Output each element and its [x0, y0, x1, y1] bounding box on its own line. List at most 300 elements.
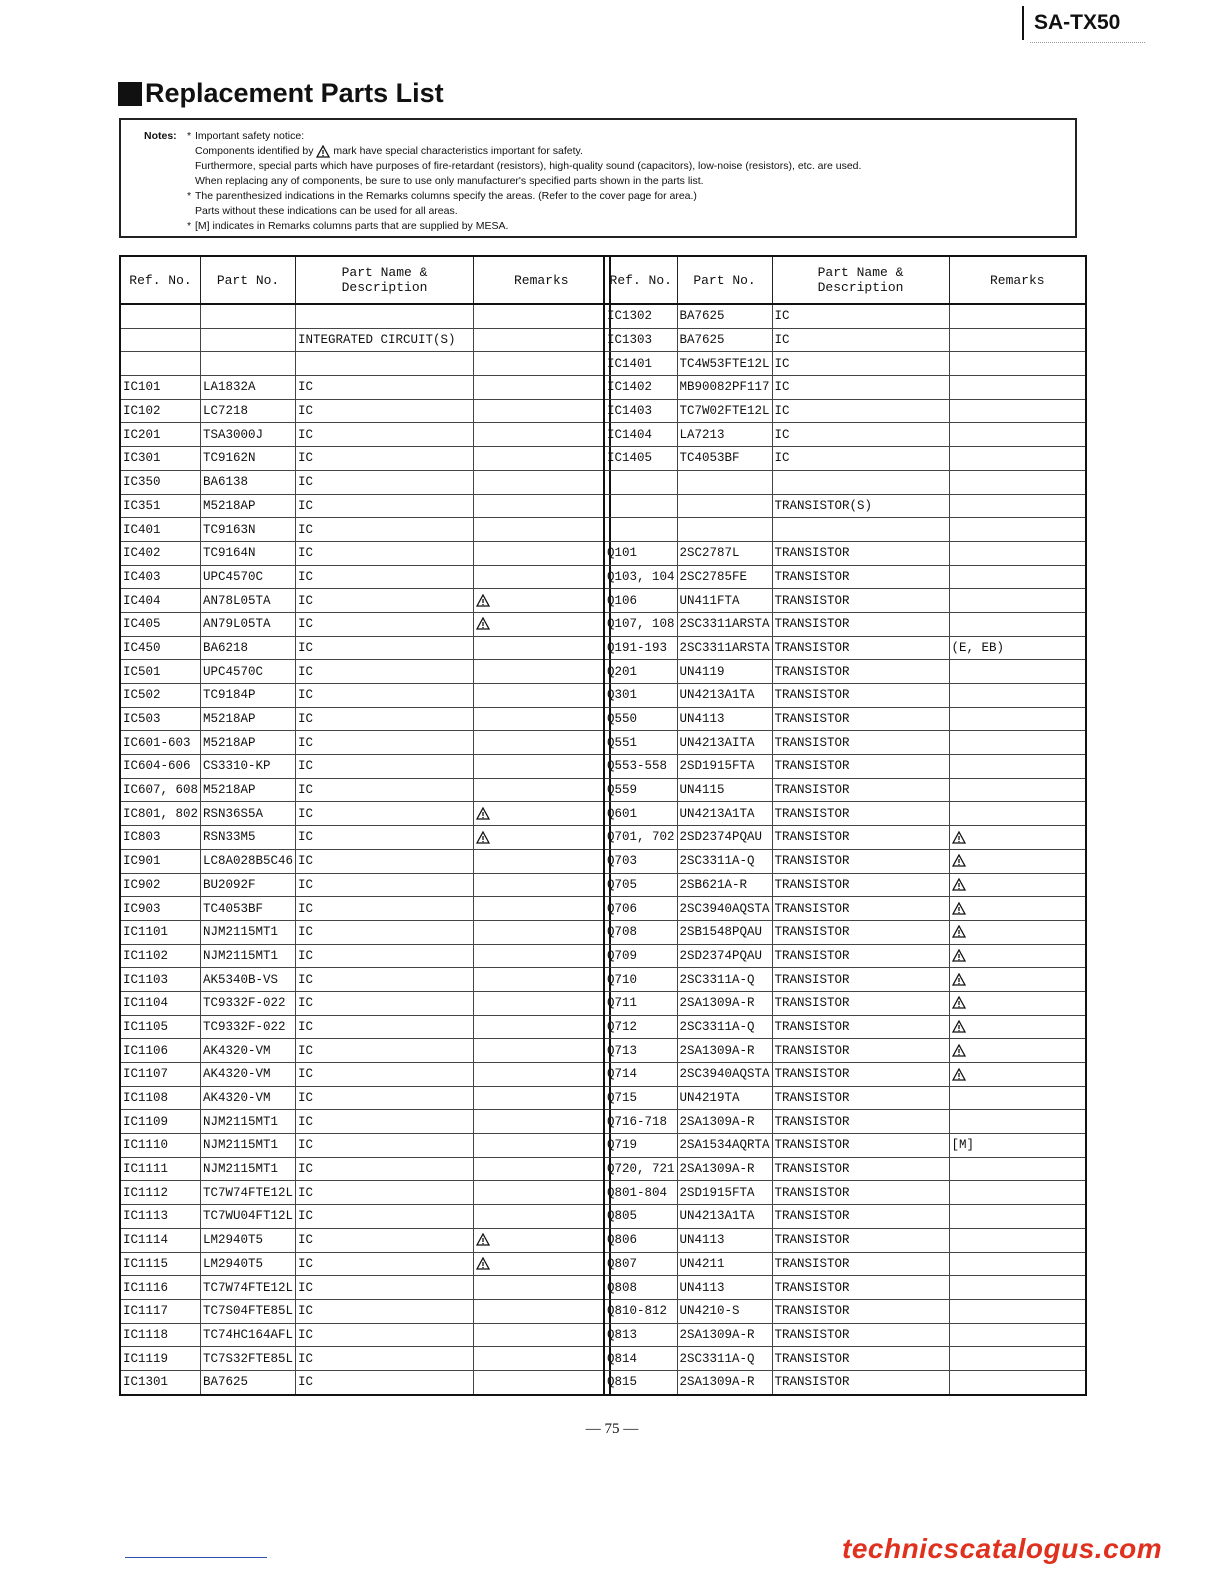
warning-triangle-icon	[476, 807, 490, 820]
table-row	[604, 1347, 1086, 1371]
table-row	[120, 1039, 610, 1063]
warning-triangle-icon	[314, 145, 334, 157]
cell-ref-no: IC801, 802	[120, 802, 201, 826]
col-header-description: Part Name & Description	[772, 256, 949, 304]
cell-ref-no: IC1101	[120, 920, 201, 944]
table-row	[604, 470, 1086, 494]
cell-description: TRANSISTOR	[772, 589, 949, 613]
cell-remarks	[474, 328, 610, 352]
cell-part-no: TC7WU04FT12L	[201, 1205, 296, 1229]
table-row	[604, 755, 1086, 779]
page-number: — 75 —	[585, 1421, 639, 1437]
cell-ref-no: IC1402	[604, 376, 677, 400]
table-row	[120, 684, 610, 708]
cell-description: TRANSISTOR	[772, 1110, 949, 1134]
cell-remarks	[474, 755, 610, 779]
table-row	[604, 944, 1086, 968]
cell-ref-no: IC607, 608	[120, 778, 201, 802]
cell-description: IC	[296, 731, 474, 755]
cell-ref-no: IC1103	[120, 968, 201, 992]
cell-remarks	[474, 304, 610, 328]
cell-description: TRANSISTOR	[772, 565, 949, 589]
cell-part-no: 2SB1548PQAU	[677, 920, 772, 944]
cell-part-no: UN4113	[677, 1228, 772, 1252]
cell-part-no: 2SC3311A-Q	[677, 1347, 772, 1371]
cell-part-no: TSA3000J	[201, 423, 296, 447]
cell-part-no: 2SD1915FTA	[677, 755, 772, 779]
cell-description: IC	[296, 1276, 474, 1300]
cell-part-no: NJM2115MT1	[201, 1157, 296, 1181]
cell-ref-no: Q551	[604, 731, 677, 755]
cell-remarks	[949, 494, 1086, 518]
cell-description: TRANSISTOR(S)	[772, 494, 949, 518]
cell-description: IC	[296, 1063, 474, 1087]
cell-ref-no	[120, 304, 201, 328]
table-row	[120, 1228, 610, 1252]
cell-part-no: BA6218	[201, 636, 296, 660]
table-row	[120, 991, 610, 1015]
cell-part-no: TC9184P	[201, 684, 296, 708]
cell-ref-no: Q553-558	[604, 755, 677, 779]
cell-part-no: TC9162N	[201, 447, 296, 471]
cell-part-no: 2SA1309A-R	[677, 1323, 772, 1347]
cell-part-no: TC9332F-022	[201, 991, 296, 1015]
cell-part-no: 2SC3311ARSTA	[677, 636, 772, 660]
cell-ref-no: IC1112	[120, 1181, 201, 1205]
col-header-ref-no: Ref. No.	[604, 256, 677, 304]
cell-ref-no: Q713	[604, 1039, 677, 1063]
cell-description: TRANSISTOR	[772, 826, 949, 850]
cell-part-no: CS3310-KP	[201, 755, 296, 779]
note-text-part: Parts without these indications can be used for all areas.	[195, 205, 458, 217]
notes-box	[119, 118, 1077, 238]
cell-description: IC	[772, 328, 949, 352]
cell-remarks	[474, 920, 610, 944]
cell-remarks	[949, 1015, 1086, 1039]
cell-ref-no	[604, 470, 677, 494]
cell-remarks	[474, 826, 610, 850]
cell-remarks	[949, 897, 1086, 921]
table-row	[604, 1370, 1086, 1394]
cell-ref-no: Q719	[604, 1134, 677, 1158]
cell-description: IC	[296, 755, 474, 779]
cell-part-no	[677, 470, 772, 494]
note-text	[195, 189, 1063, 204]
table-row	[120, 1015, 610, 1039]
cell-part-no: TC4053BF	[677, 447, 772, 471]
table-row	[604, 565, 1086, 589]
cell-remarks	[949, 1323, 1086, 1347]
cell-part-no: UN4113	[677, 1276, 772, 1300]
cell-part-no: LM2940T5	[201, 1228, 296, 1252]
cell-remarks	[949, 660, 1086, 684]
cell-remarks	[949, 755, 1086, 779]
cell-description: IC	[772, 423, 949, 447]
table-row	[120, 447, 610, 471]
table-row	[604, 1015, 1086, 1039]
cell-remarks	[949, 1086, 1086, 1110]
notes-body	[183, 129, 1063, 234]
cell-description: TRANSISTOR	[772, 897, 949, 921]
cell-part-no: 2SA1309A-R	[677, 1039, 772, 1063]
cell-description: IC	[296, 589, 474, 613]
cell-description: TRANSISTOR	[772, 944, 949, 968]
cell-remarks	[474, 707, 610, 731]
table-row	[120, 897, 610, 921]
cell-description: INTEGRATED CIRCUIT(S)	[296, 328, 474, 352]
cell-part-no: UN4210-S	[677, 1299, 772, 1323]
note-bullet	[183, 144, 195, 159]
warning-triangle-icon	[476, 617, 490, 630]
warning-triangle-icon	[316, 145, 330, 158]
cell-remarks	[949, 447, 1086, 471]
table-row	[120, 802, 610, 826]
table-row	[604, 376, 1086, 400]
cell-ref-no: Q191-193	[604, 636, 677, 660]
col-header-description: Part Name & Description	[296, 256, 474, 304]
table-row	[120, 1063, 610, 1087]
cell-ref-no: Q715	[604, 1086, 677, 1110]
cell-description: IC	[296, 897, 474, 921]
cell-remarks	[949, 1110, 1086, 1134]
model-number: SA-TX50	[1022, 6, 1120, 40]
table-row	[604, 1134, 1086, 1158]
cell-description: TRANSISTOR	[772, 1039, 949, 1063]
cell-ref-no: IC901	[120, 849, 201, 873]
note-text-part: The parenthesized indications in the Remarks columns specify the areas. (Refer to the cover page for area.)	[195, 190, 697, 202]
cell-part-no: 2SD2374PQAU	[677, 826, 772, 850]
table-row	[604, 1276, 1086, 1300]
cell-ref-no: IC405	[120, 612, 201, 636]
cell-description: IC	[296, 1228, 474, 1252]
cell-ref-no: Q807	[604, 1252, 677, 1276]
cell-remarks	[474, 447, 610, 471]
cell-ref-no: IC601-603	[120, 731, 201, 755]
table-row	[604, 897, 1086, 921]
cell-part-no: UN411FTA	[677, 589, 772, 613]
cell-part-no: NJM2115MT1	[201, 1134, 296, 1158]
cell-ref-no: Q601	[604, 802, 677, 826]
cell-part-no: 2SC2785FE	[677, 565, 772, 589]
note-text	[195, 129, 1063, 144]
cell-remarks	[474, 778, 610, 802]
cell-ref-no: Q301	[604, 684, 677, 708]
cell-description	[772, 518, 949, 542]
cell-part-no	[201, 304, 296, 328]
cell-remarks	[474, 731, 610, 755]
table-row	[604, 304, 1086, 328]
table-row	[604, 352, 1086, 376]
cell-part-no: UN4213A1TA	[677, 684, 772, 708]
note-text-part: Important safety notice:	[195, 130, 305, 142]
cell-remarks	[949, 1347, 1086, 1371]
cell-part-no: TC9164N	[201, 541, 296, 565]
cell-description	[296, 304, 474, 328]
cell-part-no: NJM2115MT1	[201, 920, 296, 944]
cell-description: IC	[296, 1252, 474, 1276]
cell-description	[296, 352, 474, 376]
cell-ref-no: IC1405	[604, 447, 677, 471]
table-row	[604, 731, 1086, 755]
cell-remarks	[949, 826, 1086, 850]
cell-remarks	[474, 873, 610, 897]
cell-ref-no: Q806	[604, 1228, 677, 1252]
cell-part-no: AK4320-VM	[201, 1086, 296, 1110]
cell-remarks	[949, 1157, 1086, 1181]
cell-part-no: TC74HC164AFL	[201, 1323, 296, 1347]
table-row	[120, 1205, 610, 1229]
table-row	[120, 541, 610, 565]
cell-part-no: 2SA1309A-R	[677, 991, 772, 1015]
cell-remarks	[949, 684, 1086, 708]
cell-part-no: 2SA1309A-R	[677, 1110, 772, 1134]
cell-remarks	[474, 1323, 610, 1347]
cell-description: IC	[296, 873, 474, 897]
cell-ref-no: IC402	[120, 541, 201, 565]
table-row	[120, 470, 610, 494]
cell-ref-no: Q559	[604, 778, 677, 802]
cell-description: IC	[296, 1205, 474, 1229]
cell-part-no: 2SA1309A-R	[677, 1370, 772, 1394]
cell-ref-no: Q716-718	[604, 1110, 677, 1134]
cell-ref-no: IC503	[120, 707, 201, 731]
cell-part-no	[677, 518, 772, 542]
cell-remarks	[474, 612, 610, 636]
cell-description: TRANSISTOR	[772, 1181, 949, 1205]
cell-part-no: AN78L05TA	[201, 589, 296, 613]
note-text	[195, 159, 1063, 174]
warning-triangle-icon	[952, 1020, 966, 1033]
note-bullet	[183, 204, 195, 219]
parts-table-left	[119, 255, 611, 1396]
cell-remarks: (E, EB)	[949, 636, 1086, 660]
table-row	[120, 826, 610, 850]
cell-description: TRANSISTOR	[772, 731, 949, 755]
warning-triangle-icon	[952, 1044, 966, 1057]
cell-description: IC	[296, 826, 474, 850]
note-text	[195, 219, 1063, 234]
cell-part-no: UN4219TA	[677, 1086, 772, 1110]
cell-ref-no: IC1302	[604, 304, 677, 328]
note-line	[183, 189, 1063, 204]
table-row	[604, 423, 1086, 447]
cell-description: IC	[772, 399, 949, 423]
cell-part-no: UN4119	[677, 660, 772, 684]
cell-part-no: BA6138	[201, 470, 296, 494]
note-bullet	[183, 159, 195, 174]
cell-part-no: UN4213AITA	[677, 731, 772, 755]
table-row	[604, 1252, 1086, 1276]
cell-part-no: MB90082PF117	[677, 376, 772, 400]
cell-remarks	[949, 328, 1086, 352]
cell-description	[772, 470, 949, 494]
cell-remarks	[949, 518, 1086, 542]
cell-part-no: M5218AP	[201, 494, 296, 518]
table-row	[604, 707, 1086, 731]
cell-remarks	[474, 1205, 610, 1229]
cell-ref-no: IC1119	[120, 1347, 201, 1371]
cell-ref-no: IC803	[120, 826, 201, 850]
note-text-part: Furthermore, special parts which have purposes of fire-retardant (resistors), high-quality sound (capacitors), low-noise (resistors), etc. are used.	[195, 160, 862, 172]
cell-ref-no: Q550	[604, 707, 677, 731]
note-text-part: Components identified by	[195, 145, 314, 157]
warning-triangle-icon	[476, 1257, 490, 1270]
cell-ref-no: Q712	[604, 1015, 677, 1039]
cell-description: TRANSISTOR	[772, 1252, 949, 1276]
table-row	[120, 352, 610, 376]
table-row	[120, 304, 610, 328]
cell-part-no: 2SC3311ARSTA	[677, 612, 772, 636]
warning-triangle-icon	[952, 854, 966, 867]
table-row	[604, 684, 1086, 708]
cell-ref-no: Q201	[604, 660, 677, 684]
cell-description: IC	[296, 1039, 474, 1063]
note-text-part: mark have special characteristics important for safety.	[333, 145, 583, 157]
table-row	[120, 849, 610, 873]
cell-ref-no: IC1115	[120, 1252, 201, 1276]
cell-remarks	[949, 470, 1086, 494]
cell-part-no: TC7S04FTE85L	[201, 1299, 296, 1323]
cell-ref-no	[604, 494, 677, 518]
table-row	[604, 494, 1086, 518]
cell-part-no: M5218AP	[201, 731, 296, 755]
cell-remarks	[474, 541, 610, 565]
cell-part-no: 2SB621A-R	[677, 873, 772, 897]
note-text-part: [M] indicates in Remarks columns parts that are supplied by MESA.	[195, 220, 509, 232]
cell-ref-no: IC351	[120, 494, 201, 518]
cell-part-no: 2SD1915FTA	[677, 1181, 772, 1205]
cell-ref-no: IC1102	[120, 944, 201, 968]
cell-ref-no: Q708	[604, 920, 677, 944]
table-row	[604, 920, 1086, 944]
cell-ref-no: IC1105	[120, 1015, 201, 1039]
cell-ref-no: Q714	[604, 1063, 677, 1087]
cell-remarks	[474, 589, 610, 613]
cell-part-no: 2SA1309A-R	[677, 1157, 772, 1181]
table-row	[120, 778, 610, 802]
cell-part-no: 2SA1534AQRTA	[677, 1134, 772, 1158]
footer-rule	[125, 1557, 267, 1558]
cell-description: TRANSISTOR	[772, 849, 949, 873]
note-bullet	[183, 174, 195, 189]
table-row	[120, 707, 610, 731]
cell-description: IC	[296, 991, 474, 1015]
cell-part-no: RSN33M5	[201, 826, 296, 850]
cell-remarks	[949, 944, 1086, 968]
cell-description: TRANSISTOR	[772, 660, 949, 684]
watermark: technicscatalogus.com	[842, 1533, 1163, 1564]
cell-remarks	[474, 802, 610, 826]
cell-description: TRANSISTOR	[772, 1323, 949, 1347]
cell-ref-no: Q710	[604, 968, 677, 992]
cell-part-no: TC9163N	[201, 518, 296, 542]
cell-ref-no: IC101	[120, 376, 201, 400]
table-row	[120, 518, 610, 542]
cell-remarks	[474, 1181, 610, 1205]
cell-remarks	[474, 897, 610, 921]
cell-description: IC	[296, 376, 474, 400]
cell-description: TRANSISTOR	[772, 1347, 949, 1371]
cell-part-no: 2SC3311A-Q	[677, 849, 772, 873]
cell-remarks	[474, 423, 610, 447]
cell-remarks	[949, 1276, 1086, 1300]
cell-description: IC	[296, 944, 474, 968]
table-row	[120, 612, 610, 636]
cell-part-no: AN79L05TA	[201, 612, 296, 636]
cell-remarks	[474, 1039, 610, 1063]
cell-remarks	[949, 1370, 1086, 1394]
cell-part-no: M5218AP	[201, 778, 296, 802]
cell-description: TRANSISTOR	[772, 1299, 949, 1323]
cell-ref-no: IC1108	[120, 1086, 201, 1110]
cell-ref-no	[120, 352, 201, 376]
cell-remarks	[949, 541, 1086, 565]
col-header-ref-no: Ref. No.	[120, 256, 201, 304]
cell-description: IC	[772, 352, 949, 376]
cell-description: IC	[296, 636, 474, 660]
cell-ref-no: IC1109	[120, 1110, 201, 1134]
table-row	[604, 826, 1086, 850]
cell-description: IC	[772, 376, 949, 400]
table-row	[120, 755, 610, 779]
cell-remarks	[949, 1181, 1086, 1205]
cell-remarks	[474, 1015, 610, 1039]
cell-remarks	[474, 565, 610, 589]
cell-part-no: TC7W02FTE12L	[677, 399, 772, 423]
warning-triangle-icon	[476, 594, 490, 607]
cell-ref-no: IC1303	[604, 328, 677, 352]
cell-ref-no: IC401	[120, 518, 201, 542]
cell-remarks	[949, 423, 1086, 447]
cell-part-no: 2SD2374PQAU	[677, 944, 772, 968]
cell-remarks	[949, 731, 1086, 755]
cell-part-no: AK4320-VM	[201, 1039, 296, 1063]
cell-part-no: TC4W53FTE12L	[677, 352, 772, 376]
warning-triangle-icon	[476, 831, 490, 844]
cell-description: IC	[296, 1347, 474, 1371]
cell-remarks	[949, 778, 1086, 802]
cell-part-no: UPC4570C	[201, 660, 296, 684]
cell-remarks	[949, 920, 1086, 944]
table-row	[120, 589, 610, 613]
cell-remarks: [M]	[949, 1134, 1086, 1158]
cell-remarks	[949, 1063, 1086, 1087]
cell-description: IC	[772, 447, 949, 471]
cell-ref-no	[604, 518, 677, 542]
cell-part-no: LC8A028B5C46	[201, 849, 296, 873]
cell-part-no: 2SC3311A-Q	[677, 968, 772, 992]
cell-ref-no: IC1110	[120, 1134, 201, 1158]
cell-description: TRANSISTOR	[772, 991, 949, 1015]
cell-part-no: TC7W74FTE12L	[201, 1276, 296, 1300]
cell-remarks	[949, 376, 1086, 400]
cell-ref-no: IC502	[120, 684, 201, 708]
cell-remarks	[474, 1252, 610, 1276]
table-row	[604, 1299, 1086, 1323]
cell-remarks	[474, 849, 610, 873]
cell-description: IC	[296, 565, 474, 589]
cell-description: TRANSISTOR	[772, 1276, 949, 1300]
table-row	[120, 399, 610, 423]
cell-description: IC	[296, 968, 474, 992]
cell-ref-no: IC201	[120, 423, 201, 447]
table-row	[120, 1252, 610, 1276]
warning-triangle-icon	[952, 878, 966, 891]
title-square-icon	[118, 82, 142, 106]
cell-remarks	[474, 399, 610, 423]
header-rule	[1030, 42, 1145, 43]
note-line	[183, 159, 1063, 174]
